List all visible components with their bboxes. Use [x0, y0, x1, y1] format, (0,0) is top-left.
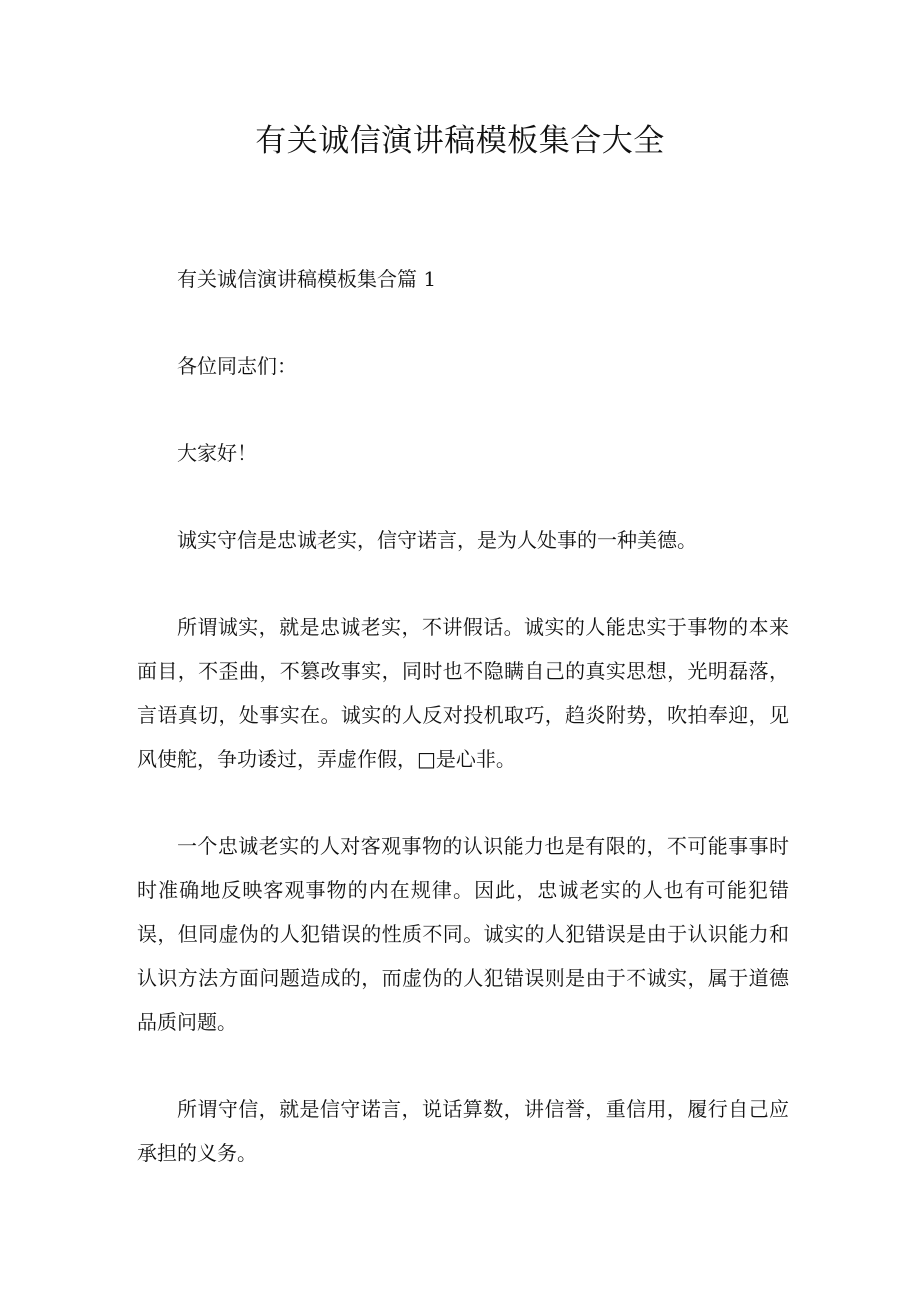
paragraph-greeting: 大家好！	[177, 441, 257, 465]
paragraph-salutation: 各位同志们：	[177, 354, 297, 378]
paragraph-trust-definition: 所谓守信，就是信守诺言，说话算数，讲信誉，重信用，履行自己应承担的义务。	[137, 1097, 789, 1165]
paragraph-honesty-mistakes: 一个忠诚老实的人对客观事物的认识能力也是有限的，不可能事事时时准确地反映客观事物的内在规律。因此，忠诚老实的人也有可能犯错误，但同虚伪的人犯错误的性质不同。诚实的人犯错误是由于认识能力和认识方法方面问题造成的，而虚伪的人犯错误则是由于不诚实，属于道德品质问题。	[137, 834, 789, 1034]
paragraph-honesty-definition: 所谓诚实，就是忠诚老实，不讲假话。诚实的人能忠实于事物的本来面目，不歪曲，不篡改事实，同时也不隐瞒自己的真实思想，光明磊落，言语真切，处事实在。诚实的人反对投机取巧，趋炎附势，吹拍奉迎，见风使舵，争功诿过，弄虚作假，□是心非。	[137, 615, 789, 771]
paragraph-section-heading: 有关诚信演讲稿模板集合篇 1	[177, 267, 437, 291]
document-body	[137, 257, 789, 1175]
paragraph-intro: 诚实守信是忠诚老实，信守诺言，是为人处事的一种美德。	[177, 528, 697, 552]
document-title: 有关诚信演讲稿模板集合大全	[255, 123, 665, 159]
